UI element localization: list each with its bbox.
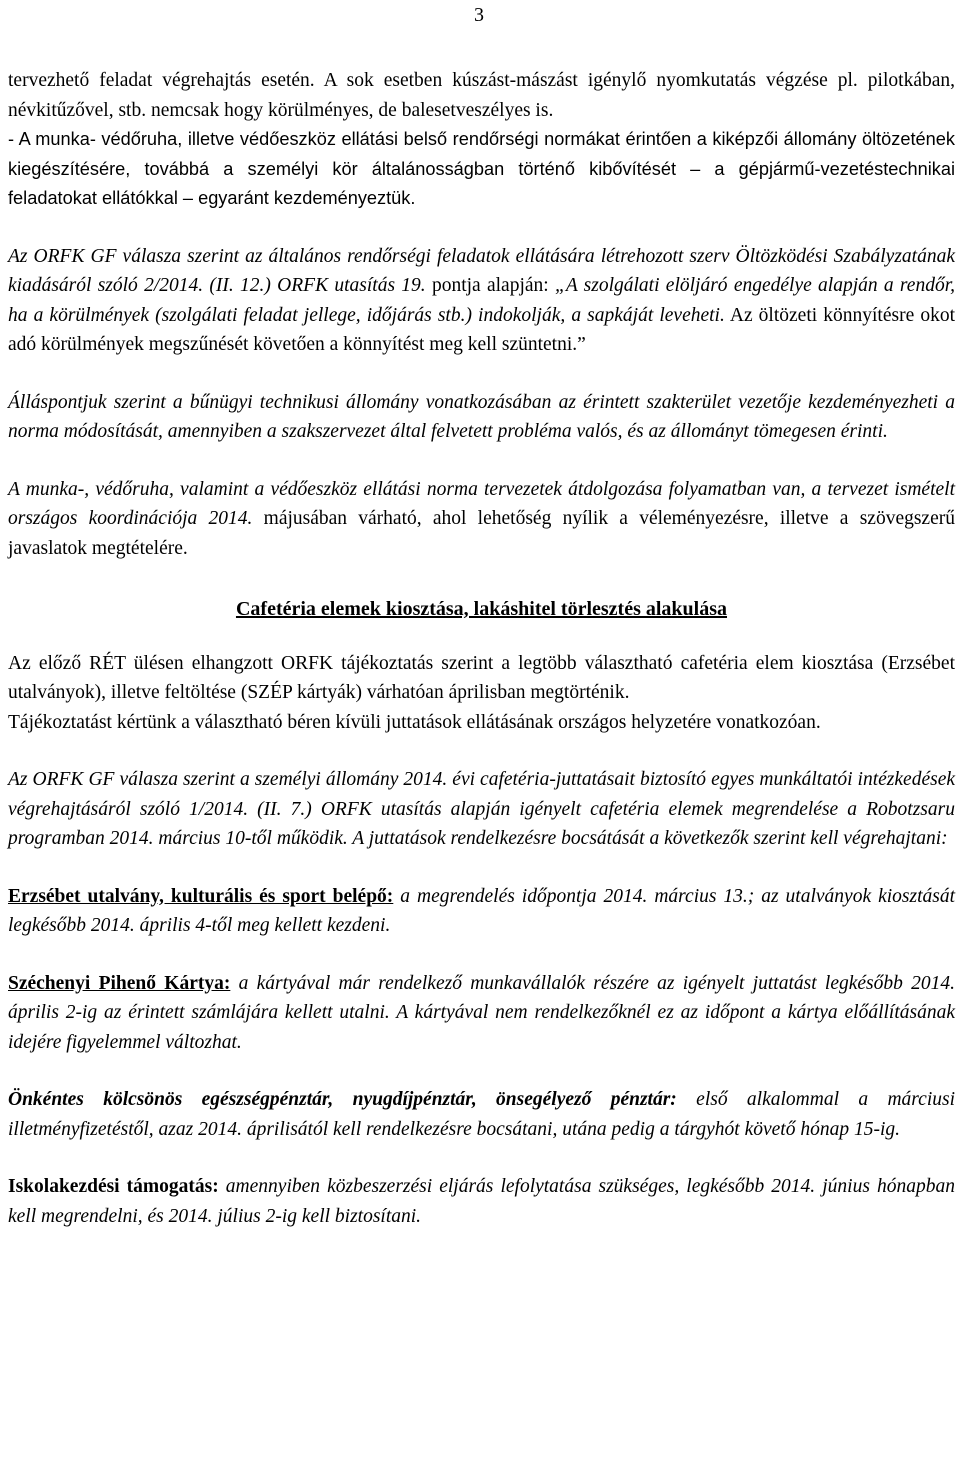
document-body bbox=[8, 66, 955, 1231]
orfk-answer-quote-end: Az öltözeti könnyítésre okot adó körülmények megszűnését követően a könnyítést meg kell szüntetni.” bbox=[8, 304, 955, 355]
paragraph-norm-revision bbox=[8, 475, 955, 564]
norm-revision-text: A munka-, védőruha, valamint a védőeszköz ellátási norma tervezetek átdolgozása folyamatban van, a tervezet ismételt országos koordinációja 2014. bbox=[8, 478, 955, 529]
paragraph-intro: tervezhető feladat végrehajtás esetén. A sok esetben kúszást-mászást igénylő nyomkutatás végzése pl. pilotkában, névkitűzővel, stb. nemcsak hogy körülményes, de balesetveszélyes is. bbox=[8, 70, 955, 121]
paragraph-position-statement: Álláspontjuk szerint a bűnügyi technikusi állomány vonatkozásában az érintett szakterület vezetője kezdeményezheti a norma módosítását, amennyiben a szakszervezet által felvetett probléma valós, és az állományt tömegesen érinti. bbox=[8, 391, 955, 442]
paragraph-previous-meeting: Az előző RÉT ülésen elhangzott ORFK tájékoztatás szerint a legtöbb választható cafetéria elem kiosztása (Erzsébet utalványok), illetve feltöltése (SZÉP kártyák) várhatóan áprilisban megtörténik. bbox=[8, 652, 955, 703]
orfk-answer-text: Az ORFK GF válasza szerint az általános rendőrségi feladatok ellátására létrehozott szerv Öltözködési Szabályzatának kiadásáról szóló 2/2014. (II. 12.) ORFK utasítás 19. bbox=[8, 245, 955, 296]
erzsebet-voucher-label: Erzsébet utalvány, kulturális és sport belépő: bbox=[8, 885, 394, 907]
paragraph-orfk-answer-dress-code bbox=[8, 242, 955, 360]
paragraph-school-start-support bbox=[8, 1172, 955, 1231]
paragraph-orfk-answer-cafeteria: Az ORFK GF válasza szerint a személyi állomány 2014. évi cafetéria-juttatásait biztosító egyes munkáltatói intézkedések végrehajtásáról szóló 1/2014. (II. 7.) ORFK utasítás alapján igényelt cafetéria elemek megrendelése a Robotzsaru programban 2014. március 10-től működik. A juttatások rendelkezésre bocsátását a következők szerint kell végrehajtani: bbox=[8, 769, 955, 849]
paragraph-pension-funds bbox=[8, 1085, 955, 1144]
section-heading: Cafetéria elemek kiosztása, lakáshitel törlesztés alakulása bbox=[235, 598, 728, 620]
szep-card-text: a kártyával már rendelkező munkavállalók részére az igényelt juttatást legkésőbb 2014. április 2-ig az érintett számlájára kellett utalni. A kártyával nem rendelkezőknél ez az időpont a kártya előállításának idejére figyelemmel változhat. bbox=[8, 972, 956, 1053]
pension-funds-text: első alkalommal a márciusi illetményfizetéstől, azaz 2014. áprilisától kell rendelkezésre bocsátani, utána pedig a tárgyhót követő hónap 15-ig. bbox=[8, 1089, 955, 1140]
school-start-support-label: Iskolakezdési támogatás: bbox=[8, 1176, 219, 1197]
paragraph-erzsebet-voucher bbox=[8, 882, 955, 941]
pension-funds-label: Önkéntes kölcsönös egészségpénztár, nyugdíjpénztár, önsegélyező pénztár: bbox=[8, 1089, 677, 1110]
szep-card-label: Széchenyi Pihenő Kártya: bbox=[8, 972, 231, 994]
school-start-support-text: amennyiben közbeszerzési eljárás lefolytatása szükséges, legkésőbb 2014. június hónapban kell megrendelni, és 2014. július 2-ig kell biztosítani. bbox=[8, 1176, 955, 1227]
orfk-answer-quote: „A szolgálati elöljáró engedélye alapján a rendőr, ha a körülmények (szolgálati feladat jellege, időjárás stb.) indokolják, a sapkáját leveheti. bbox=[8, 275, 955, 326]
paragraph-information-request: Tájékoztatást kértünk a választható béren kívüli juttatások ellátásának országos helyzetére vonatkozóan. bbox=[8, 711, 821, 733]
erzsebet-voucher-text: a megrendelés időpontja 2014. március 13.; az utalványok kiosztását legkésőbb 2014. április 4-től meg kellett kezdeni. bbox=[8, 885, 956, 936]
paragraph-request-list-item: - A munka- védőruha, illetve védőeszköz ellátási belső rendőrségi normákat érintően a kiképzői állomány öltözetének kiegészítésére, továbbá a személyi kör általánosságban történő kibővítését – a gépjármű-vezetéstechnikai feladatokat ellátókkal – egyaránt kezdeményeztük. bbox=[8, 129, 955, 208]
paragraph-szep-card bbox=[8, 969, 955, 1058]
orfk-answer-point-ref: pontja alapján: bbox=[425, 275, 555, 296]
norm-revision-text-end: májusában várható, ahol lehetőség nyílik a véleményezésre, illetve a szövegszerű javaslatok megtételére. bbox=[8, 508, 955, 559]
page-number: 3 bbox=[474, 4, 484, 26]
